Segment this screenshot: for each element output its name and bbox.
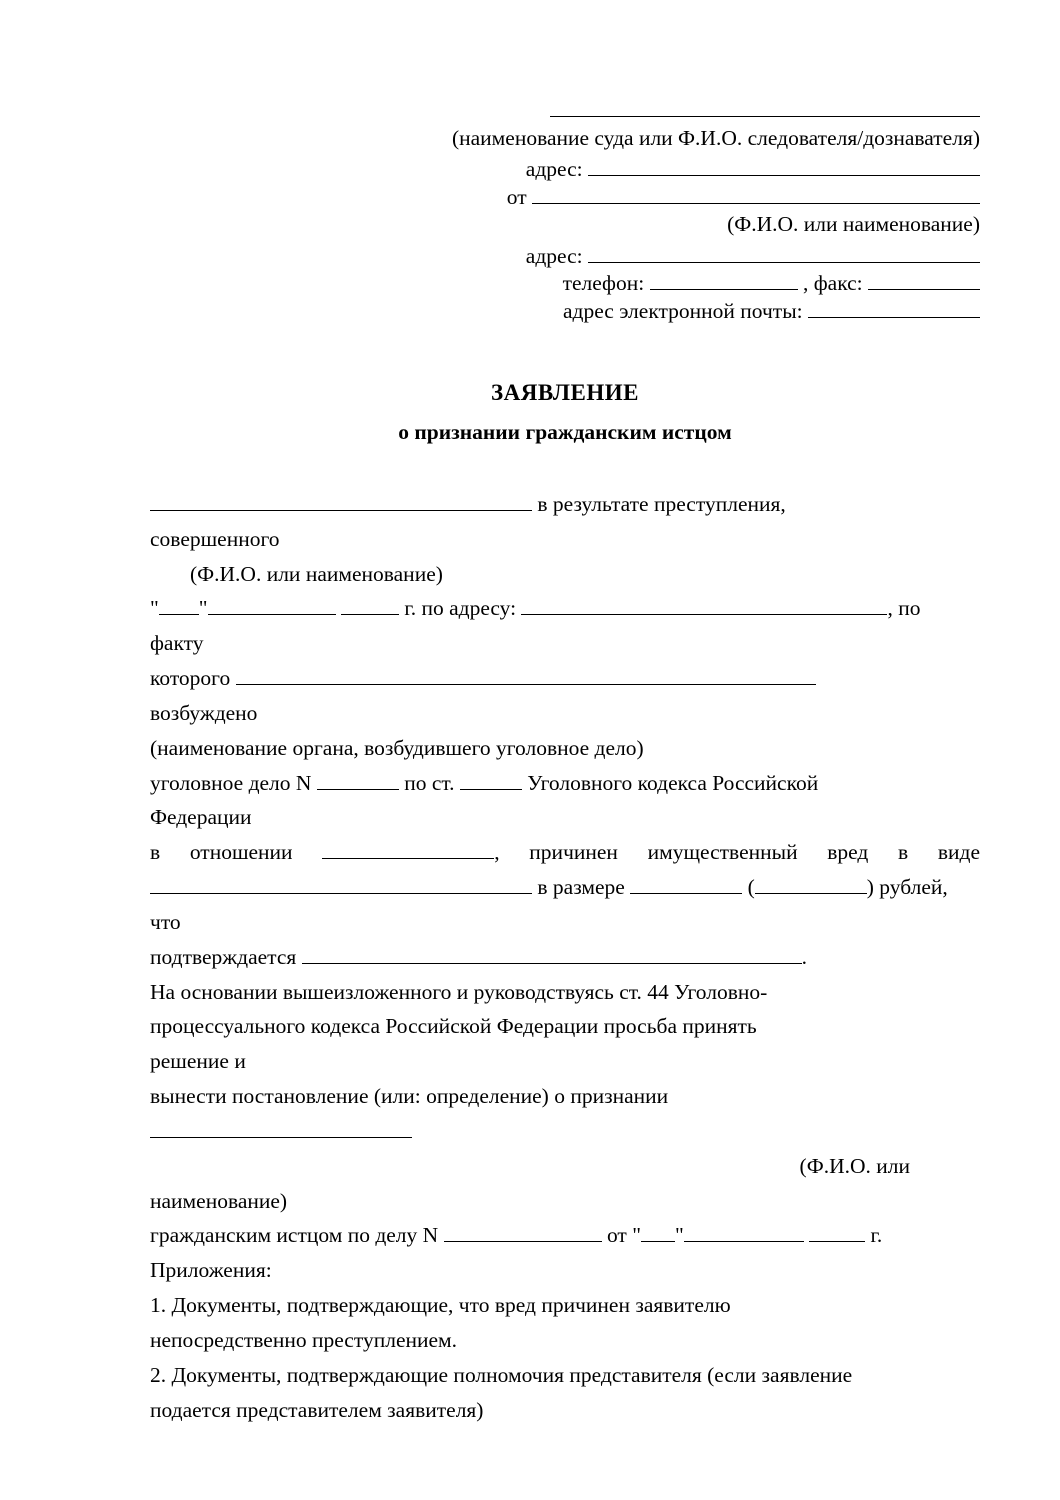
body-line-22 xyxy=(150,1218,980,1253)
claimant-day-blank xyxy=(641,1241,675,1242)
court-name-caption: (наименование суда или Ф.И.О. следователя/дознавателя) xyxy=(451,125,980,150)
email-row xyxy=(150,298,980,323)
from-row xyxy=(150,184,980,209)
applicant-name-caption: (Ф.И.О. или наименование) xyxy=(727,212,980,236)
body-line-11-tail: , причинен имущественный вред в виде xyxy=(494,840,980,865)
body-line-11 xyxy=(150,835,980,870)
claimant-year-blank xyxy=(809,1241,865,1242)
article-label: по ст. xyxy=(404,770,455,795)
claimant-month-blank xyxy=(684,1241,804,1242)
case-body-blank xyxy=(236,684,816,685)
article-blank xyxy=(460,789,522,790)
body-line-10: Федерации xyxy=(150,805,252,830)
crime-address-blank xyxy=(521,614,887,615)
claimant-q2: " xyxy=(674,1223,684,1248)
email-label: адрес электронной почты: xyxy=(562,298,803,323)
amount-words-blank xyxy=(755,893,867,894)
date-quote-close: " xyxy=(198,596,208,621)
attachment-item-2-cont: подается представителем заявителя) xyxy=(150,1397,484,1422)
applicant-address-blank xyxy=(588,262,980,263)
document-title: ЗАЯВЛЕНИЕ xyxy=(491,380,639,405)
suspect-blank xyxy=(322,858,494,859)
court-address-row xyxy=(150,159,980,181)
case-number-label: уголовное дело N xyxy=(150,770,312,795)
victim-name-blank xyxy=(150,510,532,511)
document-body xyxy=(150,487,980,1427)
fax-label: , факс: xyxy=(802,271,863,295)
damage-kind-blank xyxy=(150,893,532,894)
amount-label: в размере xyxy=(537,875,625,900)
from-label: от xyxy=(506,184,527,209)
body-line-13: что xyxy=(150,909,181,934)
document-subtitle: о признании гражданским истцом xyxy=(398,420,732,444)
amount-paren-close: ) рублей, xyxy=(866,875,948,900)
claimant-q1: " xyxy=(632,1223,641,1248)
claimant-case-label: гражданским истцом по делу N xyxy=(150,1223,439,1248)
body-line-18: вынести постановление (или: определение) о признании xyxy=(150,1084,669,1109)
body-line-1 xyxy=(150,487,980,522)
attachments-label: Приложения: xyxy=(150,1258,272,1283)
from-blank xyxy=(532,203,980,204)
body-line-6-head: которого xyxy=(150,666,231,691)
claimant-name-blank xyxy=(150,1137,412,1138)
body-line-7: возбуждено xyxy=(150,700,258,725)
phone-label: телефон: xyxy=(562,271,645,295)
body-line-2: совершенного xyxy=(150,526,280,551)
body-line-20-caption: (Ф.И.О. или xyxy=(799,1153,910,1178)
month-blank xyxy=(208,614,336,615)
body-line-19 xyxy=(150,1114,980,1149)
applicant-address-row xyxy=(150,243,980,268)
body-line-4-tail: , по xyxy=(887,596,921,621)
confirmed-by-blank xyxy=(302,963,802,964)
body-line-11-head: в отношении xyxy=(150,840,293,865)
attachment-item-1: 1. Документы, подтверждающие, что вред причинен заявителю xyxy=(150,1293,731,1318)
document-header xyxy=(150,100,980,322)
body-line-5: факту xyxy=(150,631,204,656)
body-line-9 xyxy=(150,766,980,801)
attachment-item-2: 2. Документы, подтверждающие полномочия представителя (если заявление xyxy=(150,1362,853,1387)
fax-blank xyxy=(868,289,980,290)
court-address-blank xyxy=(588,175,980,176)
body-line-14 xyxy=(150,940,980,975)
day-blank xyxy=(159,614,199,615)
body-line-8-caption: (наименование органа, возбудившего уголовное дело) xyxy=(150,735,644,760)
body-line-15: На основании вышеизложенного и руководствуясь ст. 44 Уголовно- xyxy=(150,979,768,1004)
confirmed-by-label: подтверждается xyxy=(150,944,297,969)
court-address-label: адрес: xyxy=(525,157,583,181)
body-line-3-caption: (Ф.И.О. или наименование) xyxy=(190,561,443,586)
court-name-blank xyxy=(550,116,980,117)
body-line-9-tail: Уголовного кодекса Российской xyxy=(527,770,819,795)
claimant-year-label: г. xyxy=(870,1223,883,1248)
email-blank xyxy=(808,317,980,318)
body-line-21-caption: наименование) xyxy=(150,1188,288,1213)
body-line-12 xyxy=(150,870,980,905)
case-number-blank xyxy=(317,789,399,790)
body-line-17: решение и xyxy=(150,1049,246,1074)
claimant-date-ot: от xyxy=(606,1223,627,1248)
body-line-16: процессуального кодекса Российской Федерации просьба принять xyxy=(150,1014,757,1039)
phone-fax-row xyxy=(150,273,980,295)
phone-blank xyxy=(650,289,798,290)
date-quote-open: " xyxy=(150,596,159,621)
applicant-address-label: адрес: xyxy=(525,243,583,268)
claimant-case-blank xyxy=(444,1241,602,1242)
amount-blank xyxy=(630,893,742,894)
body-line-14-tail: . xyxy=(801,944,808,969)
amount-paren-open: ( xyxy=(747,875,755,900)
court-name-field xyxy=(150,100,980,122)
body-line-4 xyxy=(150,591,980,626)
body-line-1-text: в результате преступления, xyxy=(537,492,786,516)
attachment-item-1-cont: непосредственно преступлением. xyxy=(150,1327,458,1352)
body-line-6 xyxy=(150,661,980,696)
year-blank xyxy=(341,614,399,615)
address-label-inline: г. по адресу: xyxy=(404,596,517,621)
